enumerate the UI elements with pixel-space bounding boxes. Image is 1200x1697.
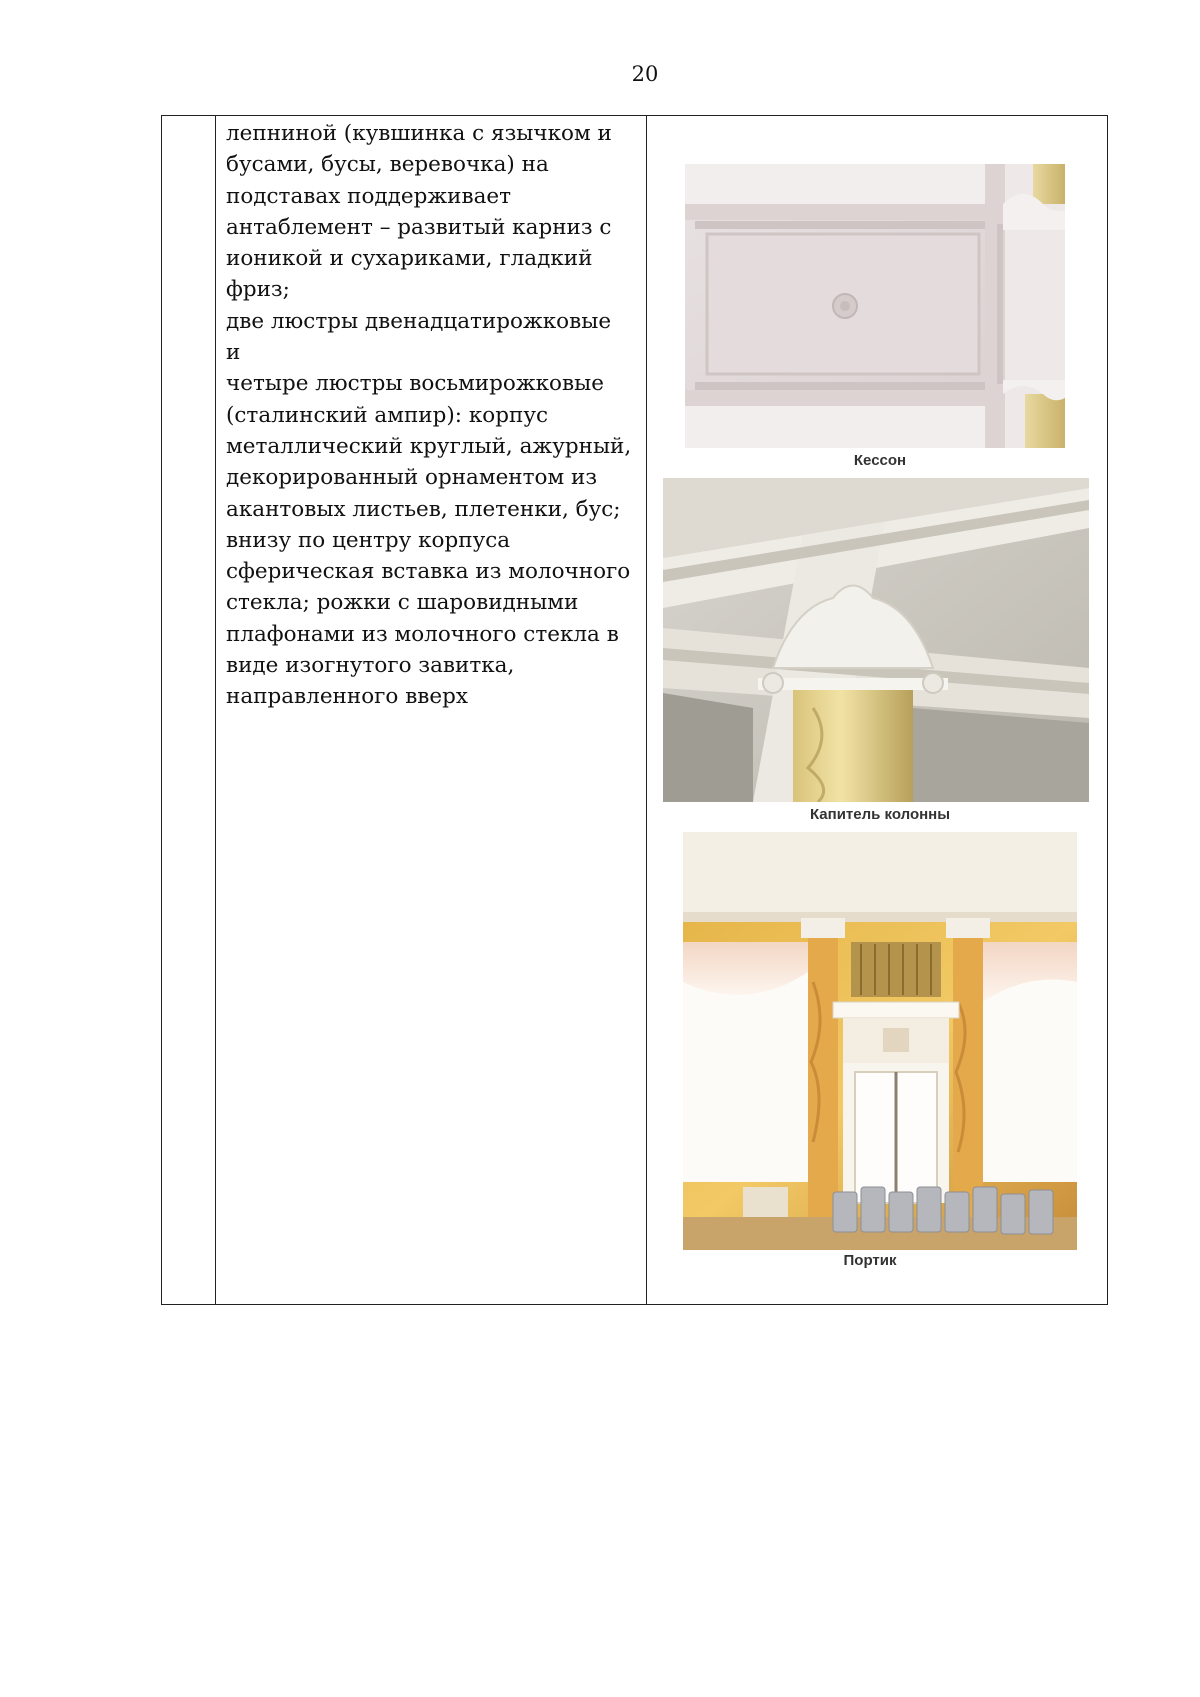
portico-photo (683, 832, 1077, 1250)
description-line: сферическая вставка из молочного (226, 559, 631, 585)
description-line: (сталинский ампир): корпус (226, 402, 549, 428)
description-line: две люстры двенадцатирожковые (226, 308, 612, 334)
coffer-photo (685, 164, 1065, 448)
portico-caption: Портик (843, 1252, 897, 1269)
description-line: виде изогнутого завитка, (226, 653, 515, 679)
description-line: металлический круглый, ажурный, (226, 433, 632, 459)
capital-photo (663, 478, 1089, 802)
description-line: и (226, 340, 241, 366)
description-line: ионикой и сухариками, гладкий (226, 246, 593, 272)
description-line: направленного вверх (226, 684, 469, 710)
column-divider-1 (215, 116, 216, 1304)
description-line: внизу по центру корпуса (226, 527, 511, 553)
description-line: стекла; рожки с шаровидными (226, 590, 579, 616)
capital-caption: Капитель колонны (809, 806, 951, 823)
description-line: антаблемент – развитый карниз с (226, 214, 612, 240)
description-cell (226, 118, 646, 713)
column-divider-2 (646, 116, 647, 1304)
description-line: подставах поддерживает (226, 183, 512, 209)
coffer-caption: Кессон (853, 452, 907, 469)
description-line: фриз; (226, 277, 290, 303)
description-line: бусами, бусы, веревочка) на (226, 152, 549, 178)
page-number: 20 (631, 62, 659, 86)
description-line: декорированный орнаментом из (226, 465, 598, 491)
description-line: лепниной (кувшинка с язычком и (226, 121, 612, 146)
description-line: акантовых листьев, плетенки, бус; (226, 496, 621, 522)
description-line: четыре люстры восьмирожковые (226, 371, 604, 397)
description-line: плафонами из молочного стекла в (226, 621, 619, 647)
